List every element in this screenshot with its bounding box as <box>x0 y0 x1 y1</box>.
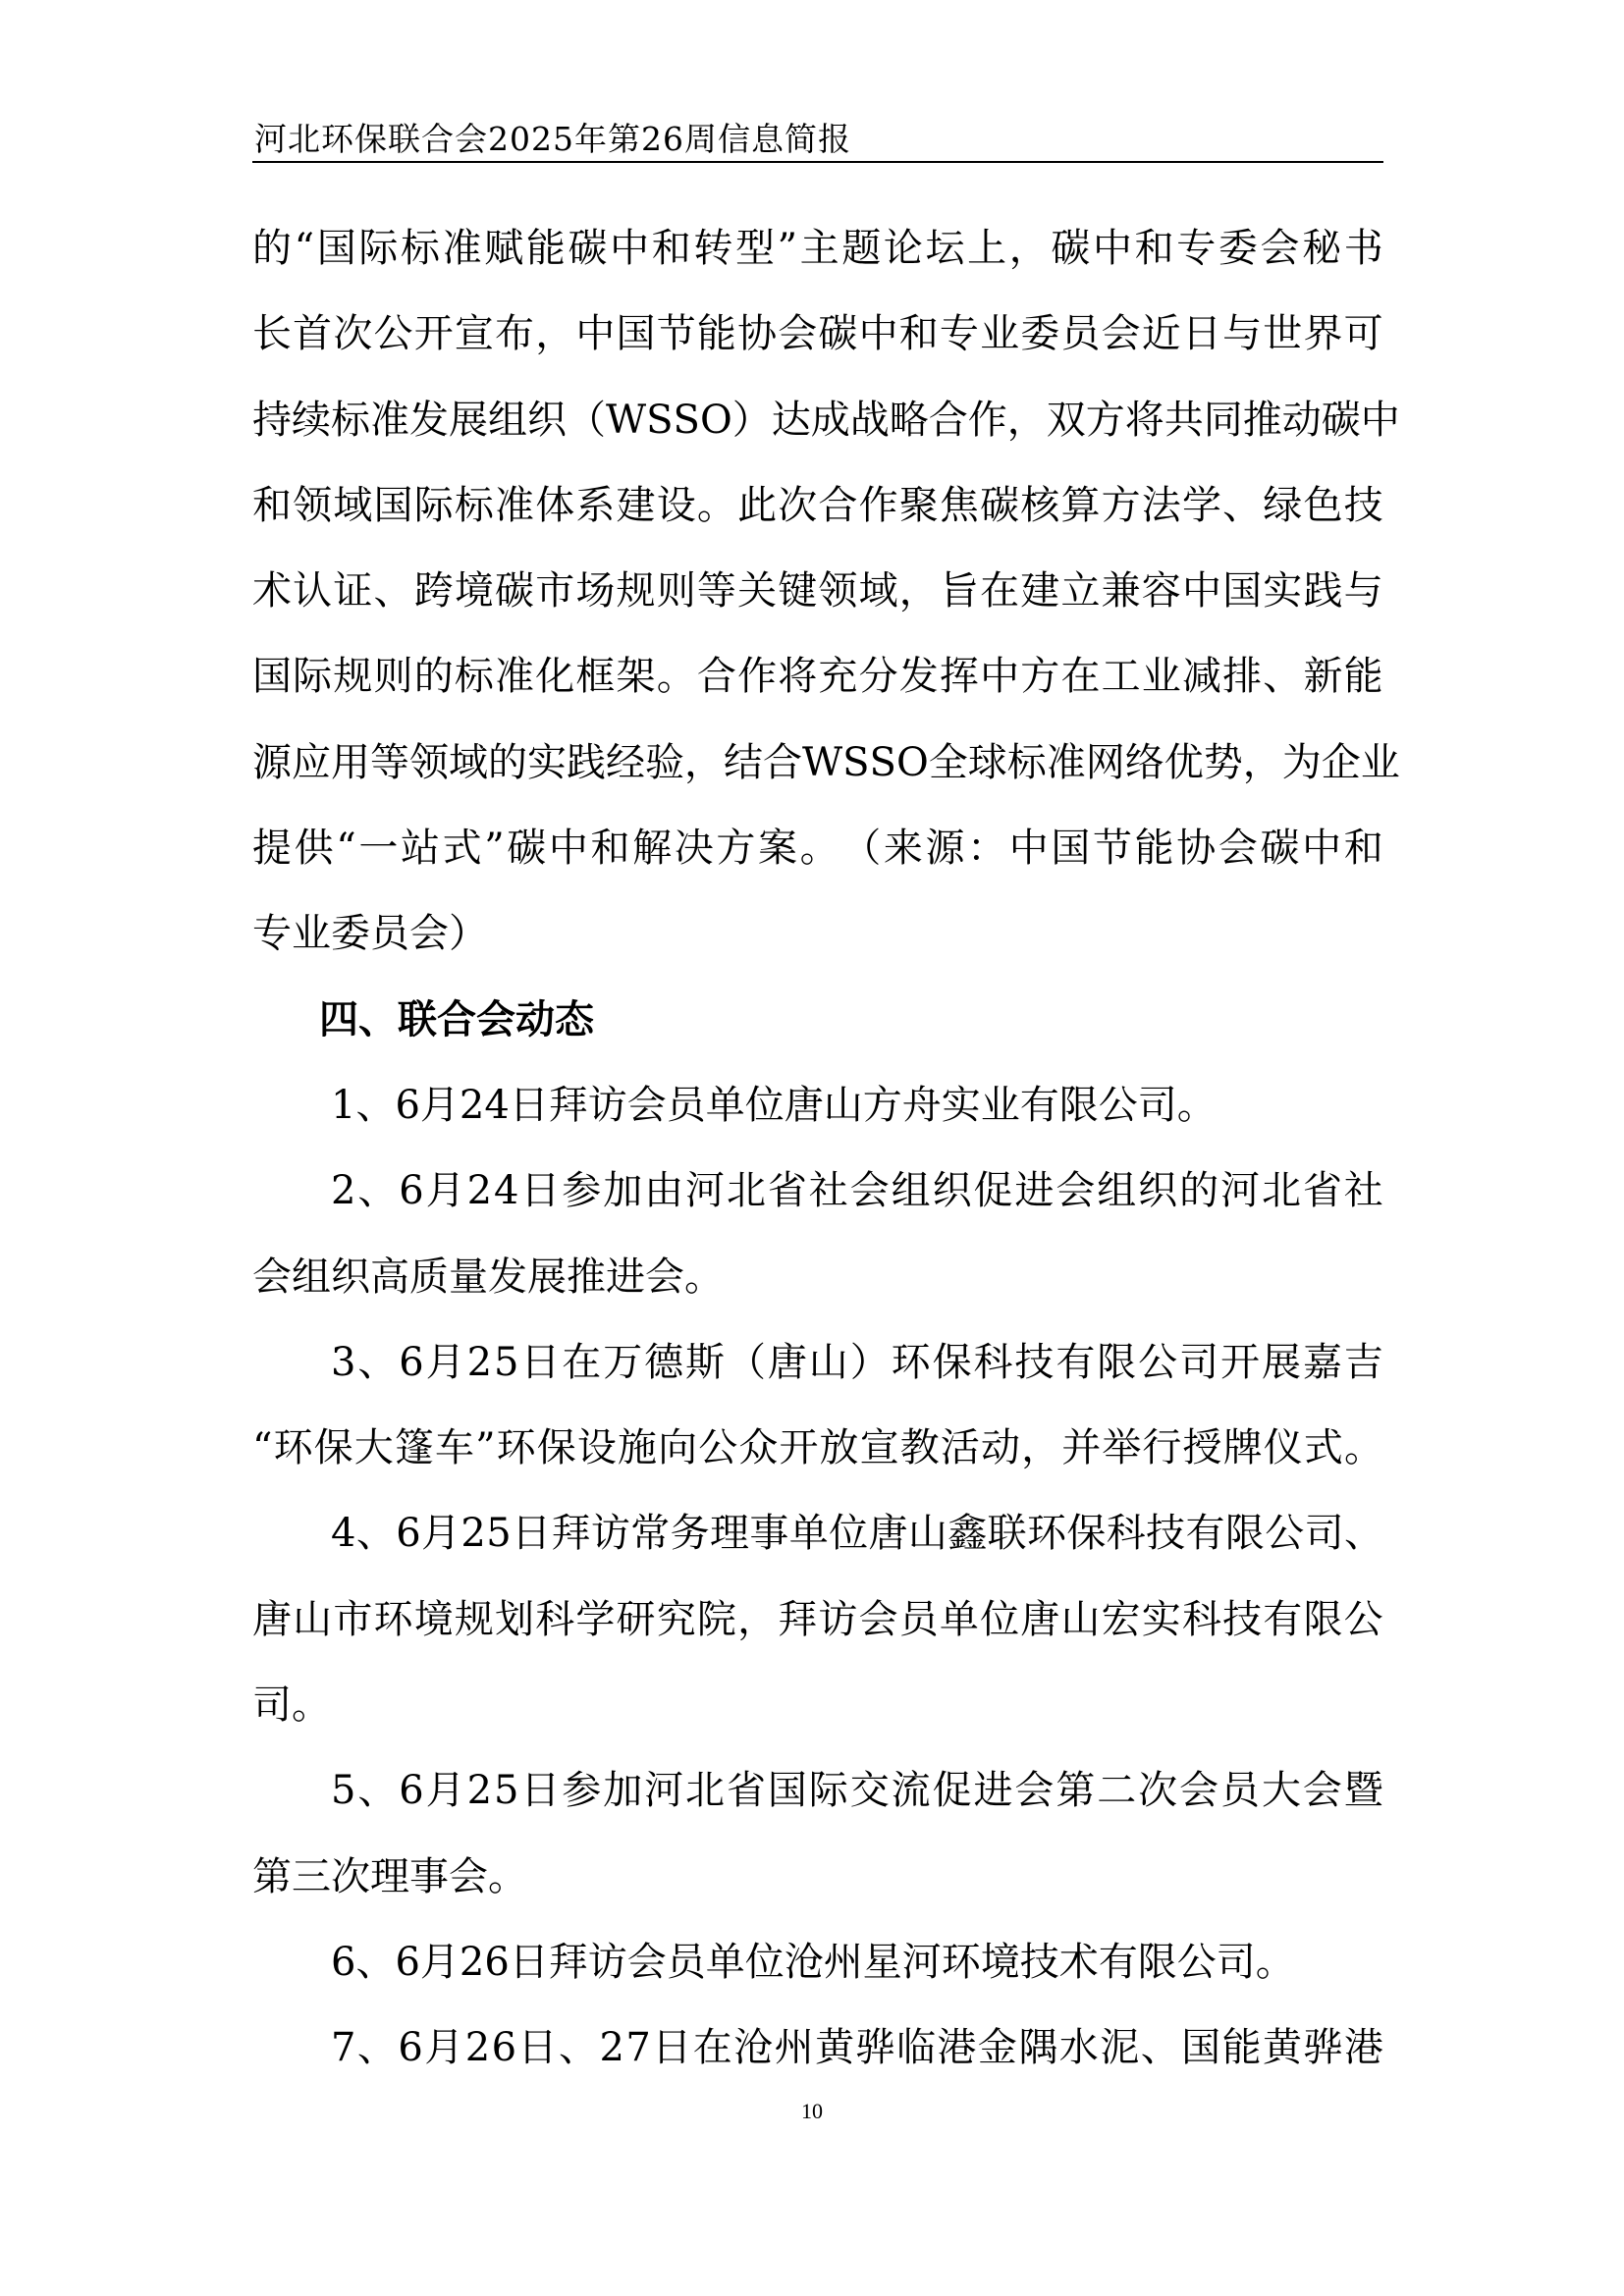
list-item-line: 3 、 6 月 2 5 日 在 万 德 斯 （ 唐 山 ） 环 保 科 技 有 限 公 司 开 展 嘉 吉 <box>331 1339 1383 1385</box>
list-item-line: 4 、 6 月 2 5 日 拜 访 常 务 理 事 单 位 唐 山 鑫 联 环 保 科 技 有 限 公 司 、 <box>331 1511 1383 1557</box>
list-item-line: 司。 <box>252 1682 331 1729</box>
list-item-line: 5 、 6 月 2 5 日 参 加 河 北 省 国 际 交 流 促 进 会 第 二 次 会 员 大 会 暨 <box>331 1768 1383 1814</box>
list-item-line: 第三次理事会。 <box>252 1853 527 1899</box>
page-header <box>252 120 1383 163</box>
document-body <box>252 206 1400 2092</box>
list-item-line: 唐 山 市 环 境 规 划 科 学 研 究 院 ， 拜 访 会 员 单 位 唐 山 宏 实 科 技 有 限 公 <box>252 1596 1383 1642</box>
paragraph-line: 长 首 次 公 开 宣 布 ， 中 国 节 能 协 会 碳 中 和 专 业 委 员 会 近 日 与 世 界 可 <box>252 311 1383 357</box>
list-item-line: 6、6月26日拜访会员单位沧州星河环境技术有限公司。 <box>331 1939 1295 1985</box>
paragraph-line: 的 “ 国 际 标 准 赋 能 碳 中 和 转 型 ” 主 题 论 坛 上 ， 碳 中 和 专 委 会 秘 书 <box>252 226 1383 271</box>
list-item-line: 7 、 6 月 2 6 日 、 2 7 日 在 沧 州 黄 骅 临 港 金 隅 水 泥 、 国 能 黄 骅 港 <box>331 2025 1383 2071</box>
paragraph-line: 持 续 标 准 发 展 组 织 （ W S S O ） 达 成 战 略 合 作 ， 双 方 将 共 同 推 动 碳 中 <box>252 397 1400 443</box>
section-heading: 四、联合会动态 <box>319 996 594 1042</box>
paragraph-line: 专业委员会） <box>252 911 488 957</box>
paragraph-line: 提 供 “ 一 站 式 ” 碳 中 和 解 决 方 案 。 （ 来 源 ： 中 国 节 能 协 会 碳 中 和 <box>252 826 1383 872</box>
list-item-line: 2 、 6 月 2 4 日 参 加 由 河 北 省 社 会 组 织 促 进 会 组 织 的 河 北 省 社 <box>331 1168 1383 1214</box>
paragraph-line: 术 认 证 、 跨 境 碳 市 场 规 则 等 关 键 领 域 ， 旨 在 建 立 兼 容 中 国 实 践 与 <box>252 568 1383 614</box>
paragraph-line: 源 应 用 等 领 域 的 实 践 经 验 ， 结 合 W S S O 全 球 标 准 网 络 优 势 ， 为 企 业 <box>252 739 1400 785</box>
paragraph-line: 和 领 域 国 际 标 准 体 系 建 设 。 此 次 合 作 聚 焦 碳 核 算 方 法 学 、 绿 色 技 <box>252 482 1383 528</box>
page-number: 10 <box>801 2099 823 2123</box>
list-item-line: “ 环 保 大 篷 车 ” 环 保 设 施 向 公 众 开 放 宣 教 活 动 ， 并 举 行 授 牌 仪 式 。 <box>252 1425 1383 1471</box>
paragraph-line: 国 际 规 则 的 标 准 化 框 架 。 合 作 将 充 分 发 挥 中 方 在 工 业 减 排 、 新 能 <box>252 654 1383 700</box>
header-title: 河北环保联合会2025年第26周信息简报 <box>254 120 851 158</box>
list-item-line: 1、6月24日拜访会员单位唐山方舟实业有限公司。 <box>331 1082 1217 1128</box>
list-item-line: 会组织高质量发展推进会。 <box>252 1254 724 1300</box>
